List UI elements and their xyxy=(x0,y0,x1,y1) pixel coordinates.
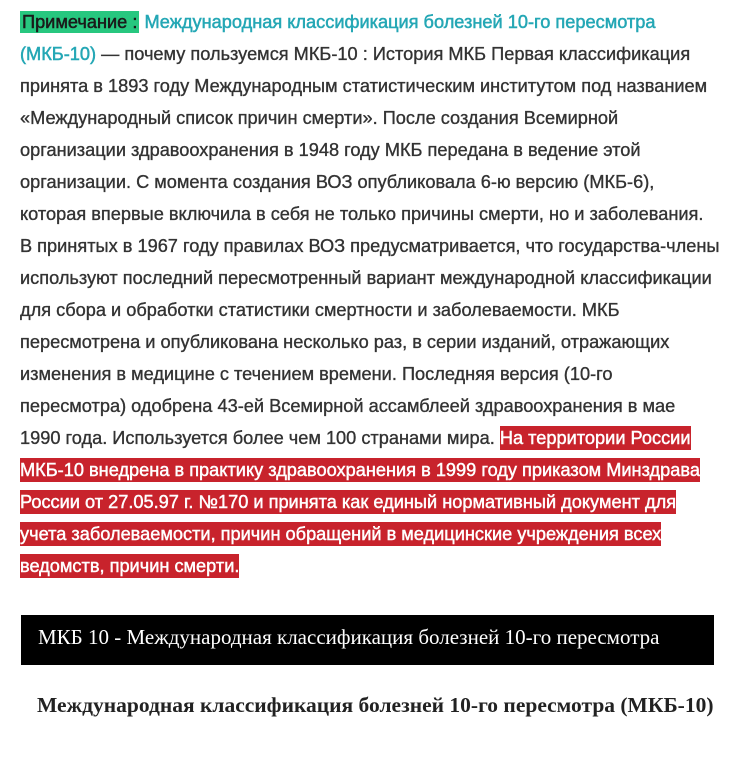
title-banner xyxy=(21,615,714,665)
section-heading: Международная классификация болезней 10-го пересмотра (МКБ-10) xyxy=(37,693,714,717)
icd10-link[interactable]: Международная классификация болезней 10-го пересмотра (МКБ-10) xyxy=(20,12,656,64)
history-text: — почему пользуемся МКБ-10 : История МКБ Первая классификация принята в 1893 году Международным статистическим институтом под названием «Международный список причин смерти». После создания Всемирной организации здравоохранения в 1948 году МКБ передана в ведение этой организации. С момента создания ВОЗ опубликовала 6-ю версию (МКБ-6), которая впервые включила в себя не только причины смерти, но и заболевания. В принятых в 1967 году правилах ВОЗ предусматривается, что государства-члены используют последний пересмотренный вариант международной классификации для сбора и обработки статистики смертности и заболеваемости. МКБ пересмотрена и опубликована несколько раз, в серии изданий, отражающих изменения в медицине с течением времени. Последняя версия (10-го пересмотра) одобрена 43-ей Всемирной ассамблеей здравоохранения в мае 1990 года. Используется более чем 100 странами мира. xyxy=(20,44,720,448)
russia-highlight-text: На территории России МКБ-10 внедрена в практику здравоохранения в 1999 году приказом Минздрава России от 27.05.97 г. №170 и принята как единый нормативный документ для учета заболеваемости, причин обращений в медицинские учреждения всех ведомств, причин смерти. xyxy=(20,428,700,576)
banner-title: МКБ 10 - Международная классификация болезней 10-го пересмотра xyxy=(38,625,660,649)
article-paragraph xyxy=(20,6,720,582)
note-label: Примечание : xyxy=(22,12,138,32)
